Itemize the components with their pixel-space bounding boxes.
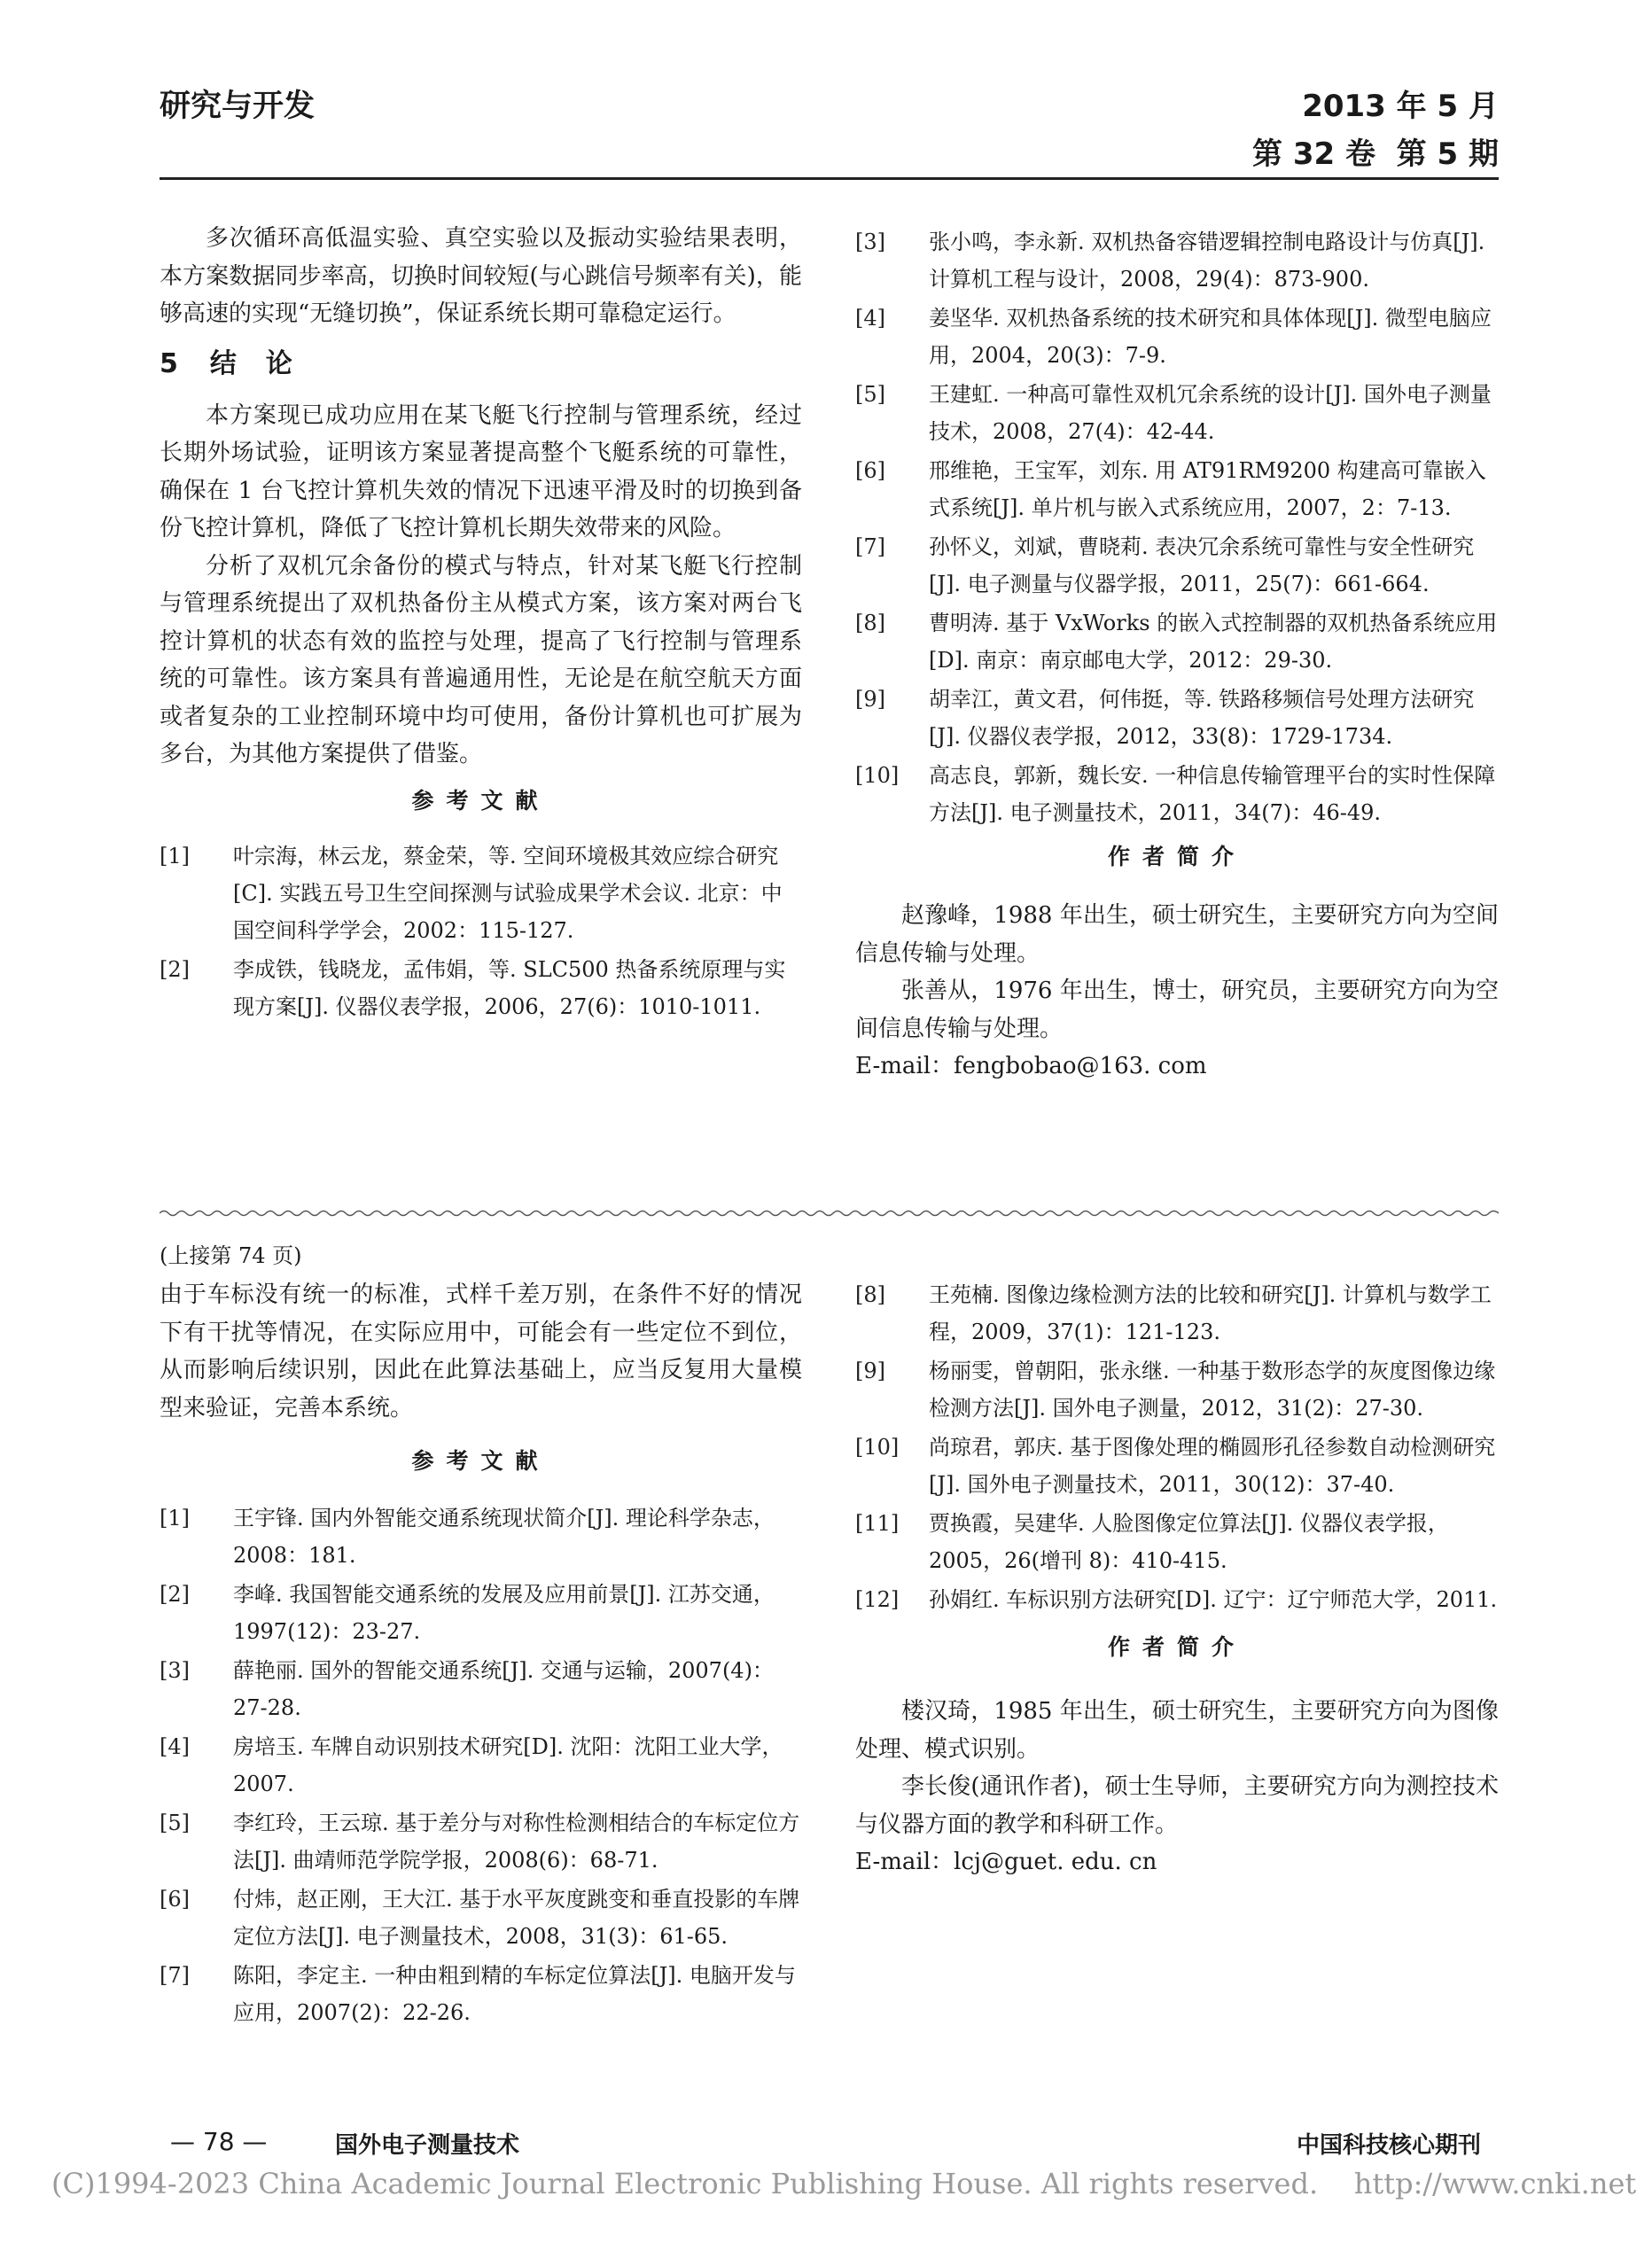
reference-item: [855, 452, 1499, 526]
issue-date: 2013 年 5 月: [1302, 89, 1499, 124]
reference-number: [11]: [855, 1511, 900, 1536]
bottom-right-column: [855, 1276, 1499, 1881]
continued-note: (上接第 74 页): [160, 1243, 302, 1268]
reference-item: [855, 528, 1499, 603]
reference-item: [160, 1652, 802, 1726]
reference-text: 王苑楠. 图像边缘检测方法的比较和研究[J]. 计算机与数学工程，2009，37(1)：121-123.: [929, 1282, 1492, 1344]
copyright-watermark: (C)1994-2023 China Academic Journal Electronic Publishing House. All rights reserved. http://www.cnki.net: [51, 2167, 1637, 2200]
author-info-title: 作者简介: [1107, 1634, 1246, 1660]
reference-item: [160, 1728, 802, 1803]
reference-number: [3]: [160, 1658, 190, 1683]
author-email: E-mail：fengbobao@163. com: [855, 1053, 1207, 1079]
reference-number: [6]: [855, 458, 885, 483]
reference-number: [3]: [855, 230, 885, 254]
reference-number: [1]: [160, 1506, 190, 1531]
reference-text: 贾换霞，吴建华. 人脸图像定位算法[J]. 仪器仪表学报，2005，26(增刊 8)：410-415.: [929, 1511, 1449, 1573]
footer-core-journal: 中国科技核心期刊: [1296, 2132, 1481, 2159]
reference-text: 薛艳丽. 国外的智能交通系统[J]. 交通与运输，2007(4)：27-28.: [233, 1658, 774, 1720]
reference-item: [160, 837, 802, 949]
article-divider: [160, 1208, 1499, 1219]
running-header-section: 研究与开发: [160, 89, 316, 124]
reference-number: [7]: [855, 534, 885, 559]
reference-number: [9]: [855, 1359, 885, 1383]
reference-text: 高志良，郭新，魏长安. 一种信息传输管理平台的实时性保障方法[J]. 电子测量技术，2011，34(7)：46-49.: [929, 763, 1496, 825]
reference-item: [855, 376, 1499, 450]
reference-text: 付炜，赵正刚，王大江. 基于水平灰度跳变和垂直投影的车牌定位方法[J]. 电子测量技术，2008，31(3)：61-65.: [233, 1887, 800, 1949]
reference-text: 王建虹. 一种高可靠性双机冗余系统的设计[J]. 国外电子测量技术，2008，27(4)：42-44.: [929, 382, 1492, 444]
body-paragraph: 本方案现已成功应用在某飞艇飞行控制与管理系统，经过长期外场试验，证明该方案显著提高整个飞艇系统的可靠性，确保在 1 台飞控计算机失效的情况下迅速平滑及时的切换到备份飞控计算机，降低了飞控计算机长期失效带来的风险。: [160, 401, 802, 541]
body-paragraph: 多次循环高低温实验、真空实验以及振动实验结果表明，本方案数据同步率高，切换时间较短(与心跳信号频率有关)，能够高速的实现“无缝切换”，保证系统长期可靠稳定运行。: [160, 225, 802, 327]
reference-list: [855, 223, 1499, 831]
reference-item: [855, 1276, 1499, 1351]
footer-journal-name: 国外电子测量技术: [335, 2132, 520, 2159]
reference-number: [8]: [855, 1282, 885, 1307]
reference-text: 尚琼君，郭庆. 基于图像处理的椭圆形孔径参数自动检测研究[J]. 国外电子测量技术，2011，30(12)：37-40.: [929, 1435, 1496, 1497]
reference-number: [10]: [855, 1435, 900, 1460]
reference-text: 李红玲，王云琼. 基于差分与对称性检测相结合的车标定位方法[J]. 曲靖师范学院学报，2008(6)：68-71.: [233, 1811, 800, 1873]
reference-text: 叶宗海，林云龙，蔡金荣，等. 空间环境极其效应综合研究[C]. 实践五号卫生空间探测与试验成果学术会议. 北京：中国空间科学学会，2002：115-127.: [233, 843, 783, 943]
reference-text: 姜坚华. 双机热备系统的技术研究和具体体现[J]. 微型电脑应用，2004，20(3)：7-9.: [929, 306, 1492, 368]
reference-item: [855, 1581, 1499, 1618]
bottom-left-column: [160, 1276, 802, 2033]
reference-number: [8]: [855, 611, 885, 635]
reference-number: [12]: [855, 1587, 900, 1612]
reference-text: 王宇锋. 国内外智能交通系统现状简介[J]. 理论科学杂志，2008：181.: [233, 1506, 775, 1568]
reference-item: [160, 1804, 802, 1879]
page-number: — 78 —: [170, 2127, 268, 2156]
reference-item: [855, 300, 1499, 374]
references-title: 参考文献: [411, 787, 550, 814]
reference-text: 胡幸江，黄文君，何伟挺，等. 铁路移频信号处理方法研究[J]. 仪器仪表学报，2012，33(8)：1729-1734.: [929, 687, 1475, 749]
author-bio: 张善从，1976 年出生，博士，研究员，主要研究方向为空间信息传输与处理。: [855, 978, 1499, 1042]
reference-text: 孙怀义，刘斌，曹晓莉. 表决冗余系统可靠性与安全性研究[J]. 电子测量与仪器学报，2011，25(7)：661-664.: [929, 534, 1475, 596]
reference-text: 杨丽雯，曾朝阳，张永继. 一种基于数形态学的灰度图像边缘检测方法[J]. 国外电子测量，2012，31(2)：27-30.: [929, 1359, 1496, 1421]
section-number: 5: [160, 347, 182, 379]
reference-text: 李峰. 我国智能交通系统的发展及应用前景[J]. 江苏交通，1997(12)：23-27.: [233, 1582, 775, 1644]
reference-number: [10]: [855, 763, 900, 788]
reference-text: 张小鸣，李永新. 双机热备容错逻辑控制电路设计与仿真[J]. 计算机工程与设计，2008，29(4)：873-900.: [929, 230, 1485, 292]
reference-item: [855, 757, 1499, 831]
top-right-column: [855, 223, 1499, 1086]
reference-item: [160, 1881, 802, 1955]
author-bio: 赵豫峰，1988 年出生，硕士研究生，主要研究方向为空间信息传输与处理。: [855, 902, 1499, 967]
reference-item: [855, 1429, 1499, 1503]
section-heading: [160, 346, 802, 383]
reference-number: [6]: [160, 1887, 190, 1912]
reference-item: [160, 951, 802, 1025]
author-bio: 李长俊(通讯作者)，硕士生导师，主要研究方向为测控技术与仪器方面的教学和科研工作。: [855, 1773, 1499, 1838]
reference-list: [160, 837, 802, 1025]
reference-number: [4]: [160, 1734, 190, 1759]
reference-item: [855, 604, 1499, 679]
reference-item: [160, 1499, 802, 1574]
author-email: E-mail：lcj@guet. edu. cn: [855, 1849, 1157, 1875]
reference-number: [1]: [160, 843, 190, 868]
issue-volume: 第 32 卷 第 5 期: [1252, 136, 1499, 172]
reference-number: [5]: [855, 382, 885, 407]
reference-item: [160, 1957, 802, 2031]
body-paragraph: 由于车标没有统一的标准，式样千差万别，在条件不好的情况下有干扰等情况，在实际应用中，可能会有一些定位不到位，从而影响后续识别，因此在此算法基础上，应当反复用大量模型来验证，完善本系统。: [160, 1281, 802, 1421]
author-bio: 楼汉琦，1985 年出生，硕士研究生，主要研究方向为图像处理、模式识别。: [855, 1698, 1499, 1763]
reference-text: 房培玉. 车牌自动识别技术研究[D]. 沈阳：沈阳工业大学，2007.: [233, 1734, 783, 1796]
section-title: 结 论: [209, 347, 296, 379]
reference-item: [855, 1505, 1499, 1579]
reference-item: [855, 681, 1499, 755]
reference-item: [855, 1352, 1499, 1427]
reference-item: [855, 223, 1499, 298]
top-left-column: [160, 220, 802, 1027]
reference-text: 陈阳，李定主. 一种由粗到精的车标定位算法[J]. 电脑开发与应用，2007(2)：22-26.: [233, 1963, 796, 2025]
header-rule: [160, 177, 1499, 180]
reference-number: [2]: [160, 956, 190, 982]
reference-number: [2]: [160, 1582, 190, 1607]
author-info-title: 作者简介: [1107, 844, 1246, 869]
references-title: 参考文献: [411, 1448, 550, 1474]
reference-text: 李成铁，钱晓龙，孟伟娟，等. SLC500 热备系统原理与实现方案[J]. 仪器仪表学报，2006，27(6)：1010-1011.: [233, 956, 786, 1019]
reference-text: 曹明涛. 基于 VxWorks 的嵌入式控制器的双机热备系统应用[D]. 南京：南京邮电大学，2012：29-30.: [929, 611, 1498, 673]
reference-item: [160, 1576, 802, 1650]
reference-text: 邢维艳，王宝军，刘东. 用 AT91RM9200 构建高可靠嵌入式系统[J]. 单片机与嵌入式系统应用，2007，2：7-13.: [929, 458, 1486, 520]
reference-text: 孙娟红. 车标识别方法研究[D]. 辽宁：辽宁师范大学，2011.: [929, 1587, 1498, 1612]
reference-number: [7]: [160, 1963, 190, 1988]
body-paragraph: 分析了双机冗余备份的模式与特点，针对某飞艇飞行控制与管理系统提出了双机热备份主从模式方案，该方案对两台飞控计算机的状态有效的监控与处理，提高了飞行控制与管理系统的可靠性。该方案具有普遍通用性，无论是在航空航天方面或者复杂的工业控制环境中均可使用，备份计算机也可扩展为多台，为其他方案提供了借鉴。: [160, 552, 802, 767]
reference-number: [4]: [855, 306, 885, 331]
reference-number: [5]: [160, 1811, 190, 1835]
reference-number: [9]: [855, 687, 885, 712]
reference-list: [855, 1276, 1499, 1618]
reference-list: [160, 1499, 802, 2031]
